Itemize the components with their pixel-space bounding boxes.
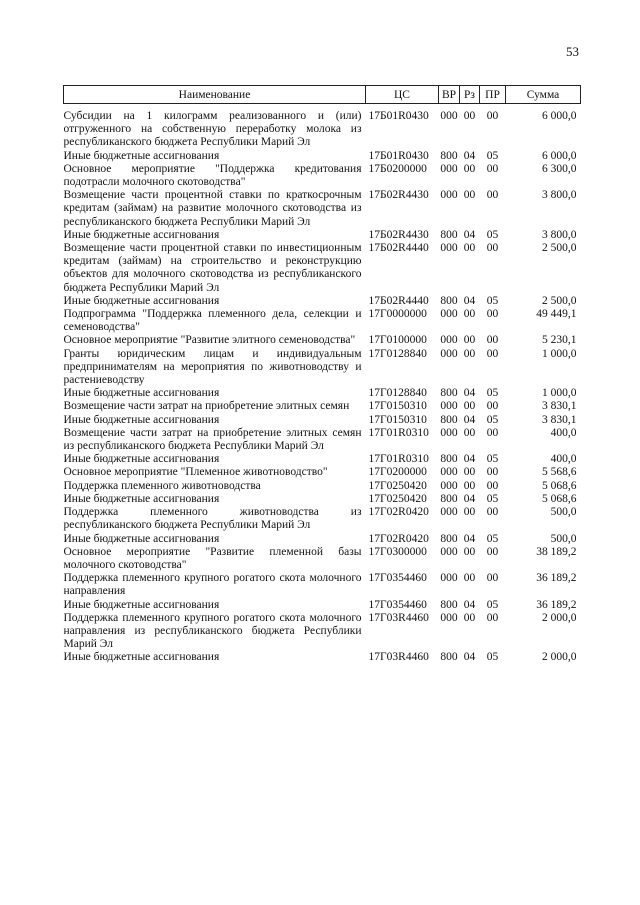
cell-pr: 00 — [486, 308, 499, 321]
cell-cs: 17Г01R0310 — [368, 453, 429, 466]
table-row — [64, 348, 581, 388]
cell-pr: 00 — [486, 466, 499, 479]
table-row — [64, 400, 581, 413]
cell-pr: 00 — [486, 400, 499, 413]
cell-rz: 04 — [463, 149, 476, 162]
table-row — [64, 599, 581, 612]
cell-sum: 5 568,6 — [542, 466, 577, 479]
cell-vr: 000 — [440, 611, 458, 624]
cell-name: Иные бюджетные ассигнования — [63, 294, 220, 307]
table-row — [64, 308, 581, 334]
cell-cs: 17Г0100000 — [368, 334, 427, 347]
cell-rz: 00 — [463, 334, 476, 347]
cell-pr: 05 — [486, 149, 499, 162]
table-row — [64, 229, 581, 242]
cell-vr: 000 — [440, 506, 458, 519]
cell-name: Субсидии на 1 килограмм реализованного и (или) отгруженного на собственную переработку молока из республиканского бюджета Республики Марий Эл — [63, 110, 362, 149]
table-row — [64, 242, 581, 295]
cell-sum: 3 800,0 — [542, 189, 577, 202]
cell-name: Иные бюджетные ассигнования — [63, 532, 220, 545]
cell-name: Возмещение части процентной ставки по инвестиционным кредитам (займам) на строительство и реконструкцию объектов для молочного скотоводства из республиканского бюджета Республики Марий Эл — [63, 242, 362, 294]
cell-rz: 04 — [463, 294, 476, 307]
cell-cs: 17Б02R4440 — [368, 242, 429, 255]
cell-name: Возмещение части затрат на приобретение элитных семян — [63, 400, 350, 413]
cell-name: Основное мероприятие "Племенное животноводство" — [63, 466, 328, 479]
cell-pr: 00 — [486, 479, 499, 492]
cell-pr: 05 — [486, 413, 499, 426]
page-number: 53 — [566, 44, 579, 59]
cell-rz: 04 — [463, 532, 476, 545]
cell-sum: 2 000,0 — [542, 611, 577, 624]
cell-vr: 000 — [440, 162, 458, 175]
cell-cs: 17Б01R0430 — [368, 149, 429, 162]
table-row — [64, 612, 581, 652]
cell-sum: 2 500,0 — [542, 242, 577, 255]
cell-rz: 00 — [463, 400, 476, 413]
column-header-name: Наименование — [64, 86, 366, 104]
cell-rz: 04 — [463, 598, 476, 611]
cell-pr: 05 — [486, 492, 499, 505]
table-row — [64, 480, 581, 493]
cell-vr: 800 — [440, 228, 458, 241]
column-header-vr: ВР — [439, 86, 460, 104]
cell-sum: 49 449,1 — [536, 308, 577, 321]
cell-name: Подпрограмма "Поддержка племенного дела, селекции и семеноводства" — [63, 308, 362, 334]
cell-sum: 36 189,2 — [536, 598, 577, 611]
cell-rz: 04 — [463, 492, 476, 505]
cell-pr: 05 — [486, 598, 499, 611]
cell-sum: 1 000,0 — [542, 387, 577, 400]
table-row — [64, 334, 581, 347]
cell-sum: 3 800,0 — [542, 228, 577, 241]
cell-cs: 17Г0354460 — [368, 598, 427, 611]
cell-name: Иные бюджетные ассигнования — [63, 413, 220, 426]
column-header-rz: Рз — [460, 86, 480, 104]
cell-cs: 17Б02R4430 — [368, 189, 429, 202]
cell-pr: 05 — [486, 651, 499, 664]
cell-pr: 00 — [486, 334, 499, 347]
cell-name: Основное мероприятие "Развитие элитного семеноводства" — [63, 334, 356, 347]
table-row — [64, 651, 581, 670]
cell-rz: 00 — [463, 426, 476, 439]
cell-vr: 800 — [440, 492, 458, 505]
cell-cs: 17Б02R4440 — [368, 294, 429, 307]
cell-cs: 17Г03R4460 — [368, 651, 429, 664]
column-header-sum: Сумма — [506, 86, 581, 104]
cell-vr: 000 — [440, 545, 458, 558]
cell-pr: 00 — [486, 347, 499, 360]
cell-cs: 17Г0150310 — [368, 400, 427, 413]
cell-name: Иные бюджетные ассигнования — [63, 149, 220, 162]
cell-sum: 3 830,1 — [542, 400, 577, 413]
column-header-pr: ПР — [480, 86, 506, 104]
cell-rz: 04 — [463, 387, 476, 400]
cell-cs: 17Г0150310 — [368, 413, 427, 426]
cell-pr: 00 — [486, 611, 499, 624]
cell-name: Иные бюджетные ассигнования — [63, 651, 220, 664]
cell-sum: 5 068,6 — [542, 479, 577, 492]
cell-vr: 000 — [440, 466, 458, 479]
cell-name: Иные бюджетные ассигнования — [63, 453, 220, 466]
cell-rz: 00 — [463, 189, 476, 202]
table-row — [64, 572, 581, 598]
cell-sum: 3 830,1 — [542, 413, 577, 426]
cell-cs: 17Г0128840 — [368, 387, 427, 400]
budget-table-container — [63, 85, 580, 671]
budget-table — [63, 85, 581, 671]
cell-rz: 00 — [463, 611, 476, 624]
table-row — [64, 493, 581, 506]
cell-vr: 800 — [440, 453, 458, 466]
cell-rz: 04 — [463, 651, 476, 664]
cell-cs: 17Г0000000 — [368, 308, 427, 321]
table-row — [64, 453, 581, 466]
cell-cs: 17Г0128840 — [368, 347, 427, 360]
cell-vr: 800 — [440, 651, 458, 664]
cell-vr: 000 — [440, 334, 458, 347]
cell-cs: 17Г0200000 — [368, 466, 427, 479]
cell-rz: 00 — [463, 545, 476, 558]
cell-sum: 6 000,0 — [542, 110, 577, 122]
cell-rz: 00 — [463, 242, 476, 255]
cell-pr: 00 — [486, 506, 499, 519]
cell-rz: 00 — [463, 162, 476, 175]
cell-rz: 04 — [463, 413, 476, 426]
cell-cs: 17Г0300000 — [368, 545, 427, 558]
table-row — [64, 387, 581, 400]
table-header — [64, 86, 581, 104]
cell-rz: 04 — [463, 453, 476, 466]
cell-name: Поддержка племенного крупного рогатого скота молочного направления — [63, 572, 362, 598]
cell-rz: 00 — [463, 506, 476, 519]
cell-vr: 800 — [440, 598, 458, 611]
cell-rz: 00 — [463, 572, 476, 585]
cell-pr: 05 — [486, 294, 499, 307]
cell-vr: 800 — [440, 149, 458, 162]
cell-sum: 6 000,0 — [542, 149, 577, 162]
cell-name: Поддержка племенного животноводства — [63, 479, 261, 492]
cell-pr: 05 — [486, 387, 499, 400]
cell-rz: 00 — [463, 479, 476, 492]
cell-pr: 00 — [486, 572, 499, 585]
cell-pr: 00 — [486, 426, 499, 439]
cell-rz: 00 — [463, 347, 476, 360]
cell-pr: 05 — [486, 532, 499, 545]
cell-name: Возмещение части процентной ставки по краткосрочным кредитам (займам) на развитие молочного скотоводства из республиканского бюджета Республики Марий Эл — [63, 189, 362, 228]
cell-pr: 00 — [486, 162, 499, 175]
cell-cs: 17Г03R4460 — [368, 611, 429, 624]
cell-sum: 2 500,0 — [542, 294, 577, 307]
cell-rz: 00 — [463, 110, 476, 122]
cell-name: Гранты юридическим лицам и индивидуальным предпринимателям на мероприятия по животноводству и растениеводству — [63, 347, 362, 387]
cell-cs: 17Г02R0420 — [368, 506, 429, 519]
cell-vr: 000 — [440, 242, 458, 255]
cell-cs: 17Б0200000 — [368, 162, 427, 175]
table-row — [64, 427, 581, 453]
cell-sum: 38 189,2 — [536, 545, 577, 558]
table-row — [64, 506, 581, 532]
cell-pr: 00 — [486, 110, 499, 122]
cell-name: Основное мероприятие "Развитие племенной базы молочного скотоводства" — [63, 545, 362, 571]
cell-sum: 400,0 — [550, 453, 577, 466]
table-row — [64, 414, 581, 427]
cell-name: Основное мероприятие "Поддержка кредитования подотрасли молочного скотоводства" — [63, 162, 362, 189]
cell-name: Возмещение части затрат на приобретение элитных семян из республиканского бюджета Республики Марий Эл — [63, 426, 362, 453]
cell-pr: 00 — [486, 189, 499, 202]
table-row — [64, 533, 581, 546]
column-header-cs: ЦС — [366, 86, 439, 104]
cell-rz: 00 — [463, 466, 476, 479]
table-body — [64, 104, 581, 671]
cell-rz: 00 — [463, 308, 476, 321]
cell-name: Иные бюджетные ассигнования — [63, 598, 220, 611]
cell-cs: 17Г02R0420 — [368, 532, 429, 545]
cell-cs: 17Г0250420 — [368, 479, 427, 492]
cell-vr: 800 — [440, 294, 458, 307]
cell-sum: 36 189,2 — [536, 572, 577, 585]
cell-pr: 05 — [486, 228, 499, 241]
cell-vr: 000 — [440, 572, 458, 585]
table-row — [64, 466, 581, 479]
cell-sum: 500,0 — [550, 532, 577, 545]
cell-vr: 000 — [440, 400, 458, 413]
table-row — [64, 163, 581, 189]
table-row — [64, 546, 581, 572]
cell-sum: 5 230,1 — [542, 334, 577, 347]
table-row — [64, 104, 581, 150]
cell-name: Поддержка племенного животноводства из республиканского бюджета Республики Марий Эл — [63, 506, 362, 532]
table-row — [64, 150, 581, 163]
cell-vr: 000 — [440, 308, 458, 321]
cell-pr: 00 — [486, 242, 499, 255]
cell-sum: 2 000,0 — [542, 651, 577, 664]
cell-cs: 17Г01R0310 — [368, 426, 429, 439]
cell-cs: 17Б02R4430 — [368, 228, 429, 241]
cell-pr: 00 — [486, 545, 499, 558]
cell-sum: 5 068,6 — [542, 492, 577, 505]
cell-vr: 800 — [440, 387, 458, 400]
cell-vr: 800 — [440, 413, 458, 426]
cell-vr: 000 — [440, 479, 458, 492]
cell-name: Иные бюджетные ассигнования — [63, 492, 220, 505]
cell-name: Иные бюджетные ассигнования — [63, 228, 220, 241]
cell-vr: 000 — [440, 110, 458, 122]
cell-rz: 04 — [463, 228, 476, 241]
table-row — [64, 189, 581, 229]
cell-sum: 500,0 — [550, 506, 577, 519]
cell-name: Иные бюджетные ассигнования — [63, 387, 220, 400]
cell-vr: 000 — [440, 347, 458, 360]
cell-cs: 17Г0250420 — [368, 492, 427, 505]
cell-sum: 400,0 — [550, 426, 577, 439]
cell-name: Поддержка племенного крупного рогатого скота молочного направления из республиканского бюджета Республики Марий Эл — [63, 611, 362, 651]
cell-vr: 000 — [440, 426, 458, 439]
cell-sum: 1 000,0 — [542, 347, 577, 360]
cell-pr: 05 — [486, 453, 499, 466]
cell-cs: 17Б01R0430 — [368, 110, 429, 122]
cell-vr: 000 — [440, 189, 458, 202]
cell-cs: 17Г0354460 — [368, 572, 427, 585]
cell-sum: 6 300,0 — [542, 162, 577, 175]
table-row — [64, 295, 581, 308]
cell-vr: 800 — [440, 532, 458, 545]
